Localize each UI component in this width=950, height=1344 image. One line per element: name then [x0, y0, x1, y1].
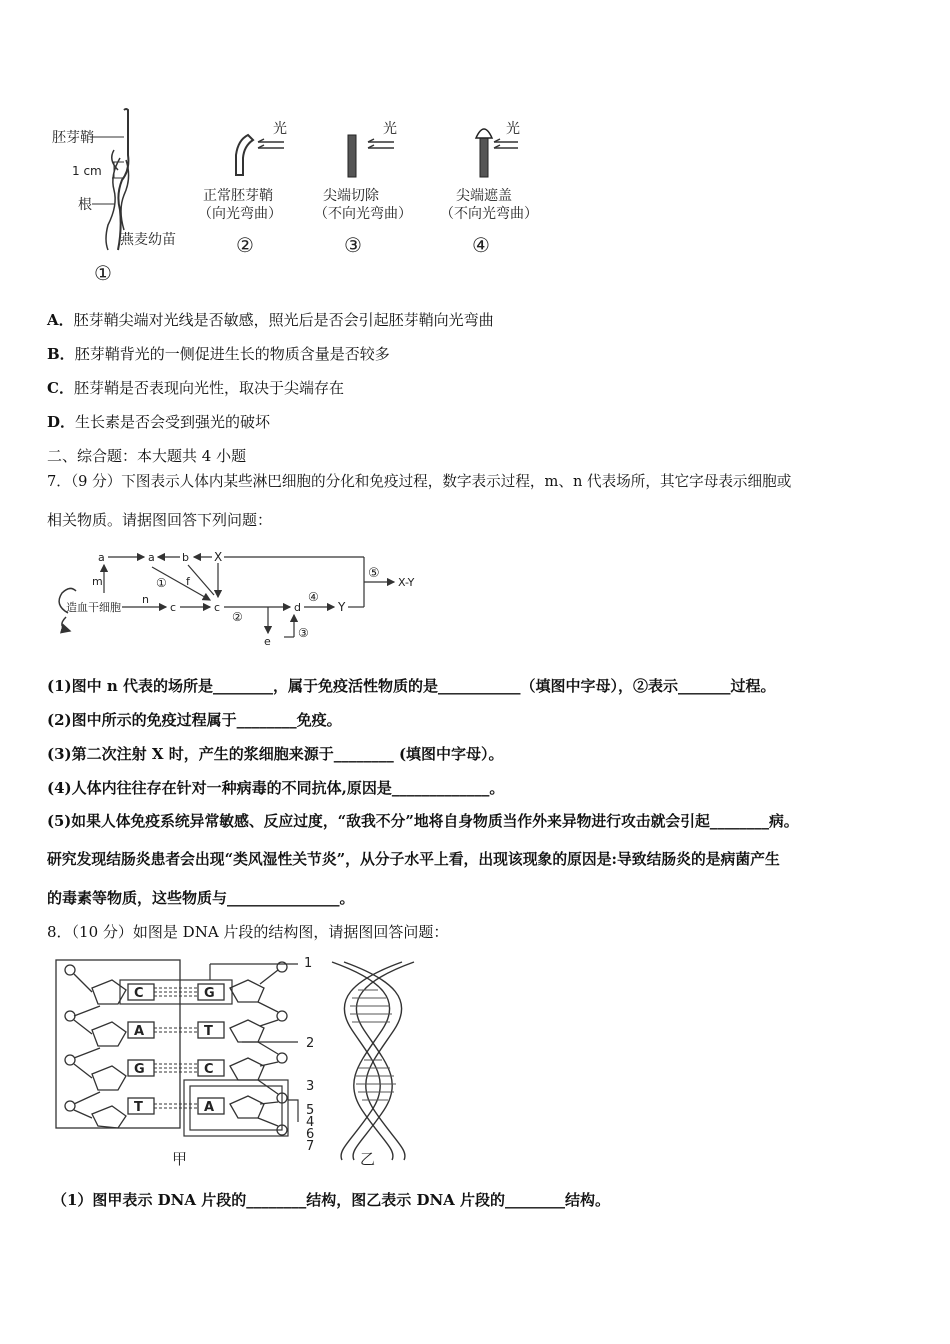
- label-1cm: 1 cm: [72, 164, 102, 178]
- node-c: c: [170, 601, 177, 614]
- panel-2-title: 正常胚芽鞘: [203, 188, 273, 204]
- right-base-2: T: [204, 1024, 213, 1039]
- panel-3-sub: （不向光弯曲）: [314, 206, 412, 222]
- node-d: d: [294, 601, 301, 614]
- coleoptile-figure: [48, 100, 548, 285]
- site-m: m: [92, 575, 103, 588]
- q8-stem: 8．（10 分）如图是 DNA 片段的结构图，请据图回答问题：: [47, 923, 449, 941]
- q7-sub1: (1)图中 n 代表的场所是________，属于免疫活性物质的是___________（填图中字母），②表示_______过程。: [47, 677, 776, 695]
- left-base-4: T: [134, 1100, 143, 1115]
- process-4: ④: [308, 590, 319, 604]
- coleoptile-figure-svg: [48, 100, 548, 285]
- option-letter: A．: [47, 311, 74, 329]
- option-text: 胚芽鞘是否表现向光性，取决于尖端存在: [73, 379, 344, 397]
- label-6: 6: [306, 1127, 315, 1142]
- process-1: ①: [156, 576, 167, 590]
- label-coleoptile: 胚芽鞘: [52, 130, 94, 146]
- label-1: 1: [304, 956, 313, 971]
- process-5: ⑤: [368, 566, 380, 581]
- node-a2: a: [148, 551, 155, 564]
- immune-diagram: [52, 545, 432, 650]
- node-c2: c: [214, 601, 221, 614]
- q7-sub2: (2)图中所示的免疫过程属于________免疫。: [47, 711, 342, 729]
- node-xy: X-Y: [398, 576, 415, 589]
- panel-2-number: ②: [236, 233, 254, 257]
- node-y: Y: [338, 600, 346, 614]
- q8-sub1: （1）图甲表示 DNA 片段的________结构，图乙表示 DNA 片段的________结构。: [52, 1191, 611, 1209]
- label-yi: 乙: [360, 1150, 376, 1168]
- dna-diagram: [52, 950, 422, 1170]
- label-seedling: 燕麦幼苗: [120, 232, 176, 248]
- panel-4-title: 尖端遮盖: [456, 188, 512, 204]
- option-letter: D．: [47, 413, 76, 431]
- panel-4-tip-covered: [440, 120, 538, 257]
- process-3: ③: [298, 626, 309, 640]
- node-e: e: [264, 635, 271, 648]
- panel-1-number: ①: [94, 261, 112, 285]
- panel-3-number: ③: [344, 233, 362, 257]
- right-base-1: G: [204, 986, 215, 1001]
- stem-cell: 造血干细胞: [66, 601, 121, 614]
- option-letter: B．: [47, 345, 75, 363]
- left-base-3: G: [134, 1062, 145, 1077]
- panel-3-title: 尖端切除: [323, 188, 379, 204]
- q7-sub5-line2: 研究发现结肠炎患者会出现“类风湿性关节炎”，从分子水平上看，出现该现象的原因是:导致结肠炎的是病菌产生: [47, 851, 780, 868]
- section-heading: 二、综合题：本大题共 4 小题: [47, 447, 247, 465]
- light-label: 光: [383, 121, 397, 137]
- node-x: X: [214, 550, 223, 564]
- site-n: n: [142, 593, 149, 606]
- light-label: 光: [273, 121, 287, 137]
- process-2: ②: [232, 610, 243, 624]
- label-7: 7: [306, 1139, 315, 1154]
- label-5: 5: [306, 1103, 315, 1118]
- dna-diagram-svg: [52, 950, 422, 1170]
- panel-4-sub: （不向光弯曲）: [440, 206, 538, 222]
- label-jia: 甲: [172, 1150, 188, 1168]
- label-2: 2: [306, 1036, 315, 1051]
- immune-diagram-svg: [52, 545, 432, 650]
- left-base-2: A: [134, 1024, 145, 1039]
- option-b: [47, 344, 910, 364]
- q7-sub5-line3: 的毒素等物质，这些物质与_______________。: [47, 889, 355, 907]
- option-c: [47, 378, 910, 398]
- panel-4-number: ④: [472, 233, 490, 257]
- q7-sub5-line1: (5)如果人体免疫系统异常敏感、反应过度，“敌我不分”地将自身物质当作外来异物进行攻击就会引起________病。: [47, 813, 799, 830]
- option-text: 胚芽鞘尖端对光线是否敏感，照光后是否会引起胚芽鞘向光弯曲: [73, 311, 494, 329]
- right-base-3: C: [204, 1062, 214, 1077]
- panel-2-sub: （向光弯曲）: [198, 206, 282, 222]
- option-text: 胚芽鞘背光的一侧促进生长的物质含量是否较多: [74, 345, 390, 363]
- panel-2-normal: [198, 120, 287, 257]
- q7-stem-line2: 相关物质。请据图回答下列问题：: [47, 511, 273, 529]
- panel-3-tip-removed: [314, 120, 412, 257]
- node-a: a: [98, 551, 105, 564]
- label-root: 根: [78, 197, 92, 213]
- q7-sub4: (4)人体内往往存在针对一种病毒的不同抗体,原因是_____________。: [47, 779, 505, 797]
- option-d: [47, 412, 910, 432]
- option-a: [47, 310, 910, 330]
- option-text: 生长素是否会受到强光的破坏: [75, 413, 271, 431]
- q7-stem-line1: 7．（9 分）下图表示人体内某些淋巴细胞的分化和免疫过程，数字表示过程，m、n 代表场所，其它字母表示细胞或: [47, 473, 792, 490]
- label-3: 3: [306, 1079, 315, 1094]
- label-4: 4: [306, 1115, 315, 1130]
- right-base-4: A: [204, 1100, 215, 1115]
- node-b: b: [182, 551, 189, 564]
- q7-sub3: (3)第二次注射 X 时，产生的浆细胞来源于________ (填图中字母）。: [47, 745, 504, 763]
- left-base-1: C: [134, 986, 144, 1001]
- node-f: f: [186, 575, 190, 588]
- panel-1-seedling: [52, 109, 176, 285]
- light-label: 光: [506, 121, 520, 137]
- option-letter: C．: [47, 379, 74, 397]
